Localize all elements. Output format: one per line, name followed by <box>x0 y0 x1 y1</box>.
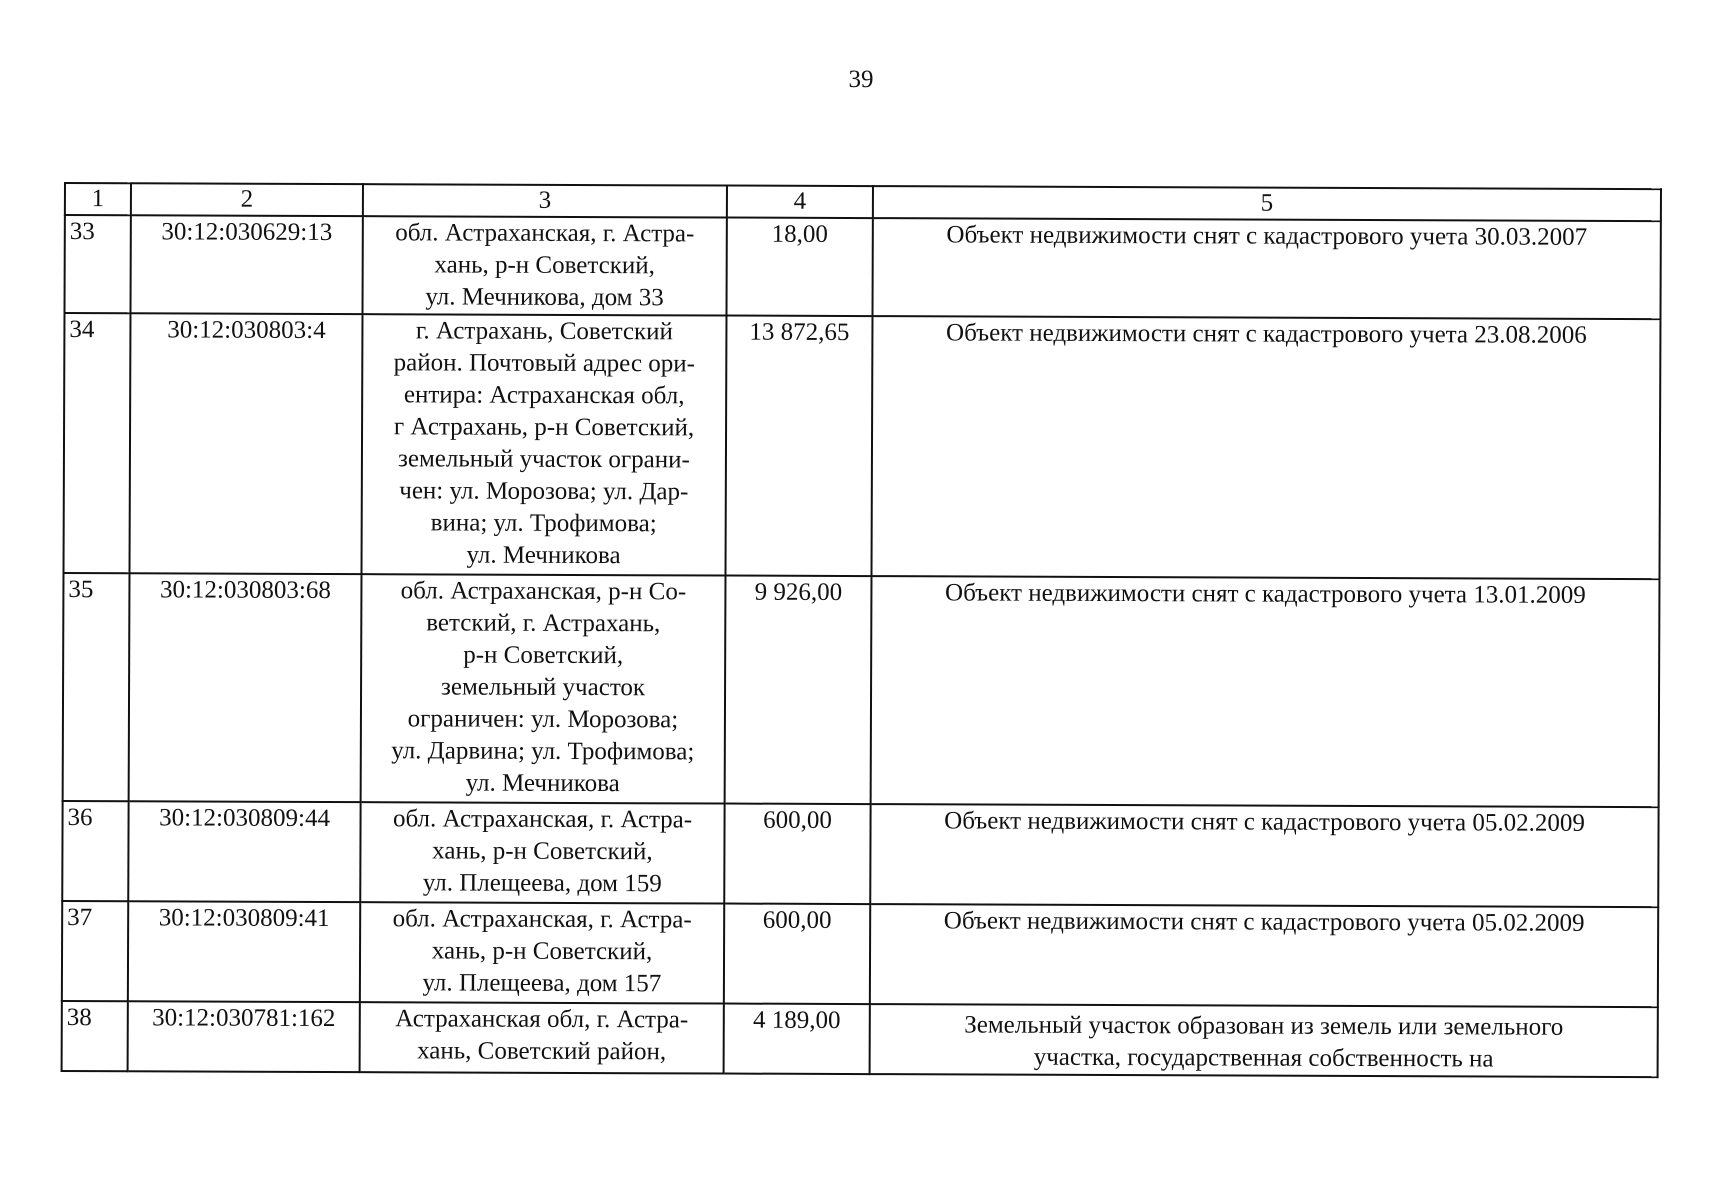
address-line: вина; ул. Трофимова; <box>430 509 657 538</box>
row-number: 35 <box>63 573 130 801</box>
address-line: хань, р-н Советский, <box>431 937 653 966</box>
note-cell <box>870 1004 1658 1077</box>
address-line: обл. Астраханская, г. Астра- <box>392 805 693 834</box>
address-cell <box>362 216 726 315</box>
note-line: Земельный участок образован из земель или земельного <box>964 1011 1564 1041</box>
address-cell <box>361 314 726 575</box>
address-line: земельный участок ограни- <box>397 445 690 474</box>
row-number: 36 <box>62 801 128 901</box>
row-number: 38 <box>62 1001 128 1071</box>
note-cell <box>871 576 1660 807</box>
address-line: обл. Астраханская, г. Астра- <box>392 905 692 934</box>
address-cell <box>360 902 724 1003</box>
column-header: 1 <box>65 183 131 215</box>
cadastral-number: 30:12:030809:44 <box>128 801 360 902</box>
address-line: ентира: Астраханская обл, <box>403 381 685 410</box>
row-number: 33 <box>64 215 130 313</box>
area-value: 600,00 <box>724 804 870 905</box>
row-number: 34 <box>63 313 130 573</box>
table-row <box>63 313 1660 579</box>
address-line: ул. Мечникова <box>465 769 620 798</box>
cadastral-number: 30:12:030809:41 <box>128 901 360 1002</box>
address-line: р-н Советский, <box>463 641 624 670</box>
cadastral-number: 30:12:030803:4 <box>129 313 362 574</box>
column-header: 3 <box>363 184 727 217</box>
address-line: ветский, г. Астрахань, <box>426 609 661 638</box>
cadastral-table <box>61 182 1662 1078</box>
note-line: Объект недвижимости снят с кадастрового учета 05.02.2009 <box>943 907 1585 937</box>
area-value: 18,00 <box>726 218 872 317</box>
area-value: 4 189,00 <box>724 1004 870 1075</box>
address-cell <box>360 1002 724 1073</box>
address-line: обл. Астраханская, г. Астра- <box>395 219 695 248</box>
area-value: 13 872,65 <box>725 316 872 577</box>
address-line: чен: ул. Морозова; ул. Дар- <box>399 477 689 506</box>
address-line: ул. Дарвина; ул. Трофимова; <box>391 737 695 766</box>
address-line: район. Почтовый адрес ори- <box>393 349 695 378</box>
address-line: г Астрахань, р-н Советский, <box>393 413 695 442</box>
address-line: обл. Астраханская, р-н Со- <box>400 577 687 606</box>
table-row <box>62 901 1658 1007</box>
column-header: 4 <box>727 186 873 219</box>
note-cell <box>870 904 1658 1007</box>
address-line: ул. Мечникова, дом 33 <box>425 283 664 312</box>
column-header: 2 <box>131 183 363 216</box>
note-cell <box>872 218 1660 319</box>
cadastral-number: 30:12:030629:13 <box>130 215 362 314</box>
note-line: Объект недвижимости снят с кадастрового учета 05.02.2009 <box>944 807 1585 837</box>
note-line: Объект недвижимости снят с кадастрового учета 23.08.2006 <box>946 319 1587 349</box>
column-header: 5 <box>873 186 1661 221</box>
address-line: ул. Плещеева, дом 159 <box>422 869 662 898</box>
address-cell <box>361 574 726 803</box>
row-number: 37 <box>62 901 128 1001</box>
address-line: земельный участок <box>440 673 646 702</box>
area-value: 600,00 <box>724 904 870 1005</box>
cadastral-number: 30:12:030803:68 <box>129 573 362 802</box>
address-line: ул. Мечникова <box>466 541 621 570</box>
table-row <box>64 215 1660 319</box>
note-line: участка, государственная собственность на <box>1033 1043 1494 1073</box>
address-line: хань, р-н Советский, <box>432 837 653 866</box>
table-row <box>63 573 1660 807</box>
address-line: ограничен: ул. Морозова; <box>407 705 679 734</box>
cadastral-number: 30:12:030781:162 <box>128 1001 360 1072</box>
address-line: ул. Плещеева, дом 157 <box>422 969 662 998</box>
table-row <box>62 1001 1658 1077</box>
address-line: Астраханская обл, г. Астра- <box>395 1005 689 1034</box>
note-line: Объект недвижимости снят с кадастрового учета 30.03.2007 <box>946 221 1588 251</box>
address-line: хань, р-н Советский, <box>434 251 655 280</box>
page-number: 39 <box>848 66 874 93</box>
note-cell <box>870 804 1658 907</box>
area-value: 9 926,00 <box>725 576 872 805</box>
address-line: хань, Советский район, <box>417 1037 667 1066</box>
address-line: г. Астрахань, Советский <box>415 317 673 346</box>
address-cell <box>360 802 724 903</box>
table-row <box>62 801 1658 907</box>
note-cell <box>871 316 1660 579</box>
note-line: Объект недвижимости снят с кадастрового учета 13.01.2009 <box>945 579 1586 609</box>
